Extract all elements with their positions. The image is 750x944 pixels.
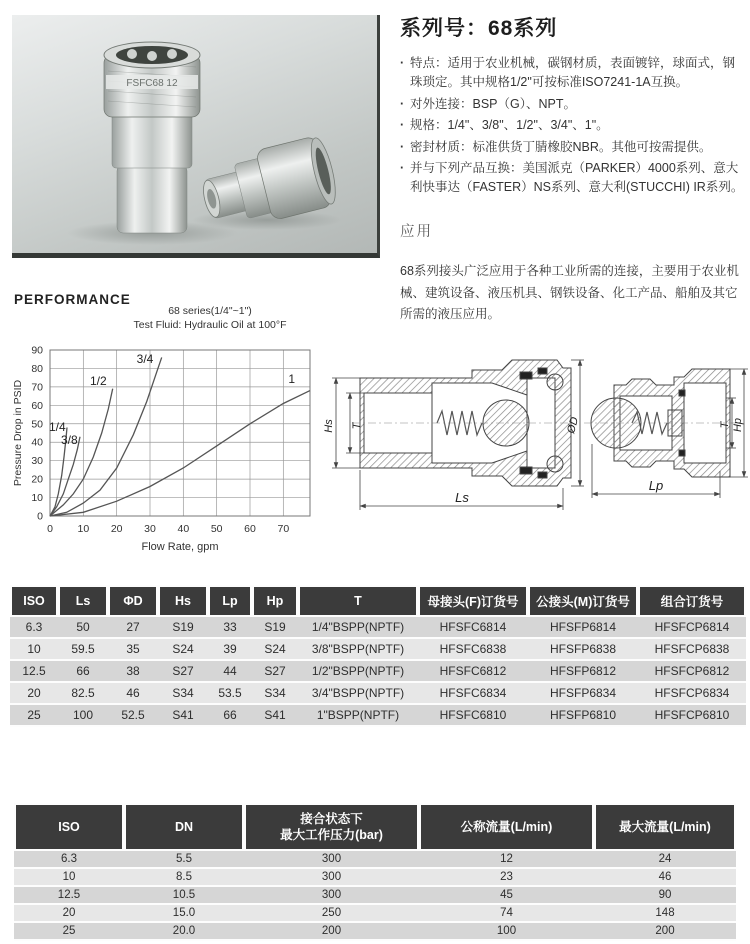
feature-item: · 并与下列产品互换：美国派克（PARKER）4000系列、意大利快事达（FASTER）NS系列、意大利(STUCCHI) IR系列。 [400,159,744,198]
table-cell: HFSFC6834 [418,683,528,705]
table-cell: HFSFCP6814 [638,617,746,639]
table-cell: 10.5 [124,887,244,905]
curve-label-1: 1 [288,372,296,387]
y-tick-label: 20 [31,473,43,486]
technical-diagrams [322,338,750,528]
dim-t-male-label: T [719,421,731,429]
table-row [10,617,746,639]
feature-item: · 特点：适用于农业机械，碳钢材质，表面镀锌，球面式，钢珠琐定。其中规格1/2"可按标准ISO7241-1A互换。 [400,54,744,93]
table-cell: S19 [252,617,298,639]
dim-hs-label: Hs [323,419,335,433]
table-cell: 74 [419,905,594,923]
application-heading: 应用 [400,223,433,240]
table-cell: 53.5 [208,683,252,705]
x-tick-label: 0 [47,523,53,535]
table-row [14,869,736,887]
performance-heading: PERFORMANCE [14,292,131,307]
table-header-cell: ΦD [108,585,158,617]
x-tick-label: 10 [77,523,90,535]
table-row [10,639,746,661]
table-cell: S19 [158,617,208,639]
table-cell: 20 [10,683,58,705]
table-cell: S41 [158,705,208,727]
table-header-cell: ISO [10,585,58,617]
application-text: 68系列接头广泛应用于各种工业所需的连接，主要用于农业机械、建筑设备、液压机具、钢铁设备、化工产品、船舶及其它所需的液压应用。 [400,263,739,322]
table-cell: 90 [594,887,736,905]
table-header-cell: 公接头(M)订货号 [528,585,638,617]
table-header-cell: 接合状态下 最大工作压力(bar) [244,803,419,851]
table-header-cell: Lp [208,585,252,617]
table-cell: 12 [419,851,594,869]
table-header-cell: 最大流量(L/min) [594,803,736,851]
table-cell: HFSFC6838 [418,639,528,661]
x-tick-label: 60 [244,523,256,535]
table-cell: 50 [58,617,108,639]
table-row [10,683,746,705]
table-cell: HFSFP6834 [528,683,638,705]
table-header-row [14,803,736,851]
table-cell: S24 [252,639,298,661]
female-coupler-photo [104,42,200,233]
table-cell: HFSFP6812 [528,661,638,683]
table-row [14,851,736,869]
table-cell: 59.5 [58,639,108,661]
x-tick-label: 70 [277,523,290,535]
chart-curve-1 [50,391,310,516]
y-tick-label: 80 [31,362,43,375]
table-cell: 25 [14,923,124,941]
table-header-cell: 母接头(F)订货号 [418,585,528,617]
table-cell: 66 [208,705,252,727]
table-cell: S27 [158,661,208,683]
curve-label-1-4: 1/4 [48,420,66,435]
feature-item: · 对外连接：BSP（G）、NPT。 [400,95,744,114]
table-cell: 12.5 [10,661,58,683]
dimensions-order-table [10,585,746,727]
table-cell: HFSFP6814 [528,617,638,639]
table-cell: HFSFCP6834 [638,683,746,705]
table-cell: S34 [252,683,298,705]
table-cell: HFSFC6812 [418,661,528,683]
table-cell: 1"BSPP(NPTF) [298,705,418,727]
y-tick-label: 90 [31,344,43,357]
table-cell: 35 [108,639,158,661]
x-tick-label: 40 [177,523,190,535]
table-cell: HFSFP6810 [528,705,638,727]
y-tick-label: 60 [31,399,43,412]
y-tick-label: 30 [31,455,43,468]
table-cell: 1/4"BSPP(NPTF) [298,617,418,639]
chart-curve-1-2 [50,389,113,516]
table-cell: 38 [108,661,158,683]
table-cell: 46 [594,869,736,887]
table-cell: 300 [244,851,419,869]
table-header-cell: Ls [58,585,108,617]
dim-t-female-label: T [351,422,363,430]
y-tick-label: 10 [31,492,43,505]
curve-label-1-2: 1/2 [89,374,107,389]
table-cell: HFSFCP6810 [638,705,746,727]
table-cell: 200 [244,923,419,941]
table-header-cell: T [298,585,418,617]
table-cell: 66 [58,661,108,683]
performance-chart [10,300,318,562]
y-tick-label: 50 [31,418,43,431]
table-cell: 100 [419,923,594,941]
table-row [14,923,736,941]
y-tick-label: 0 [37,510,43,523]
table-cell: 1/2"BSPP(NPTF) [298,661,418,683]
table-row [10,705,746,727]
dim-d-label: ØD [565,415,582,435]
table-cell: 3/4"BSPP(NPTF) [298,683,418,705]
table-cell: S34 [158,683,208,705]
table-cell: 44 [208,661,252,683]
table-header-cell: Hp [252,585,298,617]
table-cell: HFSFCP6838 [638,639,746,661]
y-axis-label: Pressure Drop in PSID [12,379,24,487]
coupling-photo-drawing [12,15,377,253]
table-cell: 15.0 [124,905,244,923]
table-cell: 148 [594,905,736,923]
table-cell: 33 [208,617,252,639]
feature-item: · 密封材质：标准供货丁腈橡胶NBR。其他可按需提供。 [400,138,744,157]
feature-item: · 规格：1/4"、3/8"、1/2"、3/4"、1"。 [400,116,744,135]
x-tick-label: 20 [110,523,123,535]
table-cell: 5.5 [124,851,244,869]
dim-hp-label: Hp [732,417,744,433]
table-row [14,905,736,923]
table-cell: 100 [58,705,108,727]
table-cell: HFSFCP6812 [638,661,746,683]
table-row [10,661,746,683]
table-cell: 23 [419,869,594,887]
chart-title: 68 series(1/4"~1") [168,305,252,317]
table-header-cell: Hs [158,585,208,617]
table-cell: HFSFC6810 [418,705,528,727]
table-cell: 39 [208,639,252,661]
table-cell: S27 [252,661,298,683]
curve-label-3-4: 3/4 [136,351,154,366]
table-cell: HFSFC6814 [418,617,528,639]
y-tick-label: 40 [31,436,43,449]
table-cell: 3/8"BSPP(NPTF) [298,639,418,661]
table-cell: 52.5 [108,705,158,727]
table-row [14,887,736,905]
product-photo [12,15,380,258]
table-cell: 6.3 [10,617,58,639]
table-cell: 10 [10,639,58,661]
dim-lp-label: Lp [648,478,664,493]
table-cell: S24 [158,639,208,661]
table-cell: 45 [419,887,594,905]
table-cell: 27 [108,617,158,639]
table-cell: 82.5 [58,683,108,705]
page-title: 系列号：68系列 [400,17,558,40]
x-axis-label: Flow Rate, gpm [141,541,219,553]
table-cell: 10 [14,869,124,887]
table-cell: 6.3 [14,851,124,869]
table-cell: 12.5 [14,887,124,905]
y-tick-label: 70 [31,381,43,394]
x-tick-label: 30 [144,523,156,535]
table-cell: 25 [10,705,58,727]
product-info-block [400,12,744,326]
table-cell: 300 [244,869,419,887]
table-cell: S41 [252,705,298,727]
table-header-row [10,585,746,617]
feature-list [400,54,744,198]
flow-pressure-table [14,803,736,941]
table-header-cell: 组合订货号 [638,585,746,617]
table-cell: 20.0 [124,923,244,941]
x-tick-label: 50 [210,523,223,535]
chart-subtitle: Test Fluid: Hydraulic Oil at 100°F [133,319,287,331]
table-cell: 24 [594,851,736,869]
table-cell: HFSFP6838 [528,639,638,661]
table-cell: 20 [14,905,124,923]
table-cell: 200 [594,923,736,941]
table-cell: 300 [244,887,419,905]
table-header-cell: ISO [14,803,124,851]
table-cell: 8.5 [124,869,244,887]
coupling-marking: FSFC68 12 [126,78,178,89]
curve-label-3-8: 3/8 [60,433,78,448]
dim-ls-label: Ls [455,490,469,505]
female-coupler-diagram [352,360,577,486]
table-cell: 250 [244,905,419,923]
table-cell: 46 [108,683,158,705]
table-header-cell: 公称流量(L/min) [419,803,594,851]
table-header-cell: DN [124,803,244,851]
